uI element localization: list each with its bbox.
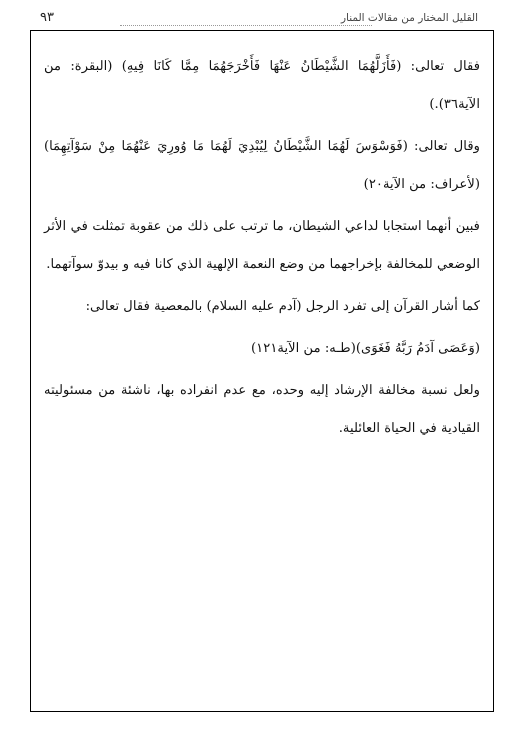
paragraph-verse-baqara: فقال تعالى: (فَأَزَلَّهُمَا الشَّيْطَانُ عَنْهَا فَأَخْرَجَهُمَا مِمَّا كَانَا فِيهِ) (البقرة: من الآية٣٦).) bbox=[44, 59, 480, 112]
paragraph-explanation: فبين أنهما استجابا لداعي الشيطان، ما ترتب على ذلك من عقوبة تمثلت في الأثر الوضعي للمخالفة بإخراجهما من وضع النعمة الإلهية الذي كانا فيه و بيدوّ سوآتهما. bbox=[44, 219, 480, 272]
page-header bbox=[40, 10, 478, 30]
paragraph-verse-araf: وقال تعالى: (فَوَسْوَسَ لَهُمَا الشَّيْطَانُ لِيُبْدِيَ لَهُمَا مَا وُورِيَ عَنْهُمَا مِنْ سَوْآتِهِمَا)(لأعراف: من الآية٢٠) bbox=[44, 139, 480, 192]
paragraph-adam-intro: كما أشار القرآن إلى تفرد الرجل (آدم عليه السلام) بالمعصية فقال تعالى: bbox=[85, 299, 480, 314]
paragraph-verse-taha: (وَعَصَى آدَمُ رَبَّهُ فَغَوَى)(طـه: من الآية١٢١) bbox=[251, 341, 480, 356]
page-body bbox=[44, 48, 480, 448]
header-rule bbox=[120, 25, 372, 26]
paragraph-conclusion: ولعل نسبة مخالفة الإرشاد إليه وحده، مع عدم انفراده بها، ناشئة من مسئوليته القيادية في الحياة العائلية. bbox=[44, 383, 480, 436]
page-number: ٩٣ bbox=[40, 10, 54, 25]
running-title: القليل المختار من مقالات المنار bbox=[340, 12, 478, 24]
